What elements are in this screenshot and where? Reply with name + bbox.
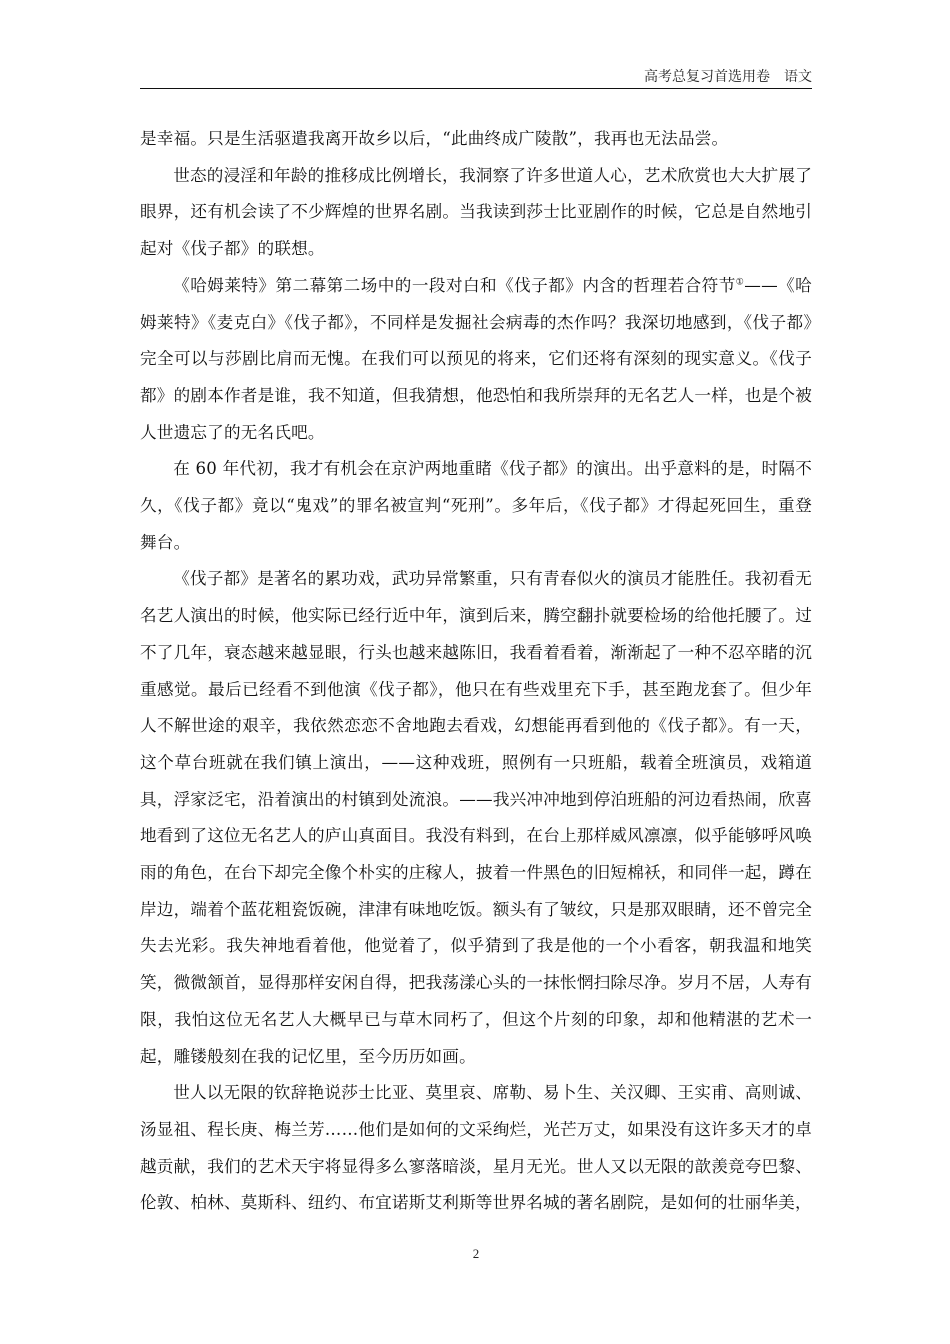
page-header [140,66,812,88]
page-number: 2 [472,1246,480,1261]
paragraph-1: 是幸福。只是生活驱遣我离开故乡以后，“此曲终成广陵散”，我再也无法品尝。 [140,129,729,148]
article-body [140,121,812,1222]
paragraph-5: 《伐子都》是著名的累功戏，武功异常繁重，只有青春似火的演员才能胜任。我初看无名艺人演出的时候，他实际已经行近中年，演到后来，腾空翻扑就要检场的给他托腰了。过不了几年，衰态越来越显眼，行头也越来越陈旧，我看着看着，渐渐起了一种不忍卒睹的沉重感觉。最后已经看不到他演《伐子都》，他只在有些戏里充下手，甚至跑龙套了。但少年人不解世途的艰辛，我依然恋恋不舍地跑去看戏，幻想能再看到他的《伐子都》。有一天，这个草台班就在我们镇上演出，——这种戏班，照例有一只班船，载着全班演员，戏箱道具，浮家泛宅，沿着演出的村镇到处流浪。——我兴冲冲地到停泊班船的河边看热闹，欣喜地看到了这位无名艺人的庐山真面目。我没有料到，在台上那样威风凛凛，似乎能够呼风唤雨的角色，在台下却完全像个朴实的庄稼人，披着一件黑色的旧短棉袄，和同伴一起，蹲在岸边，端着个蓝花粗瓷饭碗，津津有味地吃饭。额头有了皱纹，只是那双眼睛，还不曾完全失去光彩。我失神地看着他，他觉着了，似乎猜到了我是他的一个小看客，朝我温和地笑笑，微微颔首，显得那样安闲自得，把我荡漾心头的一抹怅惘扫除尽净。岁月不居，人寿有限，我怕这位无名艺人大概早已与草木同朽了，但这个片刻的印象，却和他精湛的艺术一起，雕镂般刻在我的记忆里，至今历历如画。 [140,569,812,1066]
paragraph-4: 在 60 年代初，我才有机会在京沪两地重睹《伐子都》的演出。出乎意料的是，时隔不久，《伐子都》竟以“鬼戏”的罪名被宣判“死刑”。多年后，《伐子都》才得起死回生，重登舞台。 [140,459,812,552]
paragraph-6: 世人以无限的钦辞艳说莎士比亚、莫里哀、席勒、易卜生、关汉卿、王实甫、高则诚、汤显祖、程长庚、梅兰芳……他们是如何的文采绚烂，光芒万丈，如果没有这许多天才的卓越贡献，我们的艺术天宇将显得多么寥落暗淡，星月无光。世人又以无限的歆羡竞夸巴黎、伦敦、柏林、莫斯科、纽约、布宜诺斯艾利斯等世界名城的著名剧院，是如何的壮丽华美， [140,1083,812,1213]
paragraph-3-before: 《哈姆莱特》第二幕第二场中的一段对白和《伐子都》内含的哲理若合符节 [173,275,736,295]
header-title: 高考总复习首选用卷 语文 [644,69,812,85]
footnote-marker: ① [735,277,745,288]
paragraph-3-after: ——《哈姆莱特》《麦克白》《伐子都》，不同样是发掘社会病毒的杰作吗？我深切地感到，《伐子都》完全可以与莎剧比肩而无愧。在我们可以预见的将来，它们还将有深刻的现实意义。《伐子都》的剧本作者是谁，我不知道，但我猜想，他恐怕和我所崇拜的无名艺人一样，也是个被人世遗忘了的无名氏吧。 [140,275,812,442]
paragraph-3 [140,268,812,452]
paragraph-2: 世态的浸淫和年龄的推移成比例增长，我洞察了许多世道人心，艺术欣赏也大大扩展了眼界，还有机会读了不少辉煌的世界名剧。当我读到莎士比亚剧作的时候，它总是自然地引起对《伐子都》的联想。 [140,165,812,259]
header-rule [140,88,812,89]
